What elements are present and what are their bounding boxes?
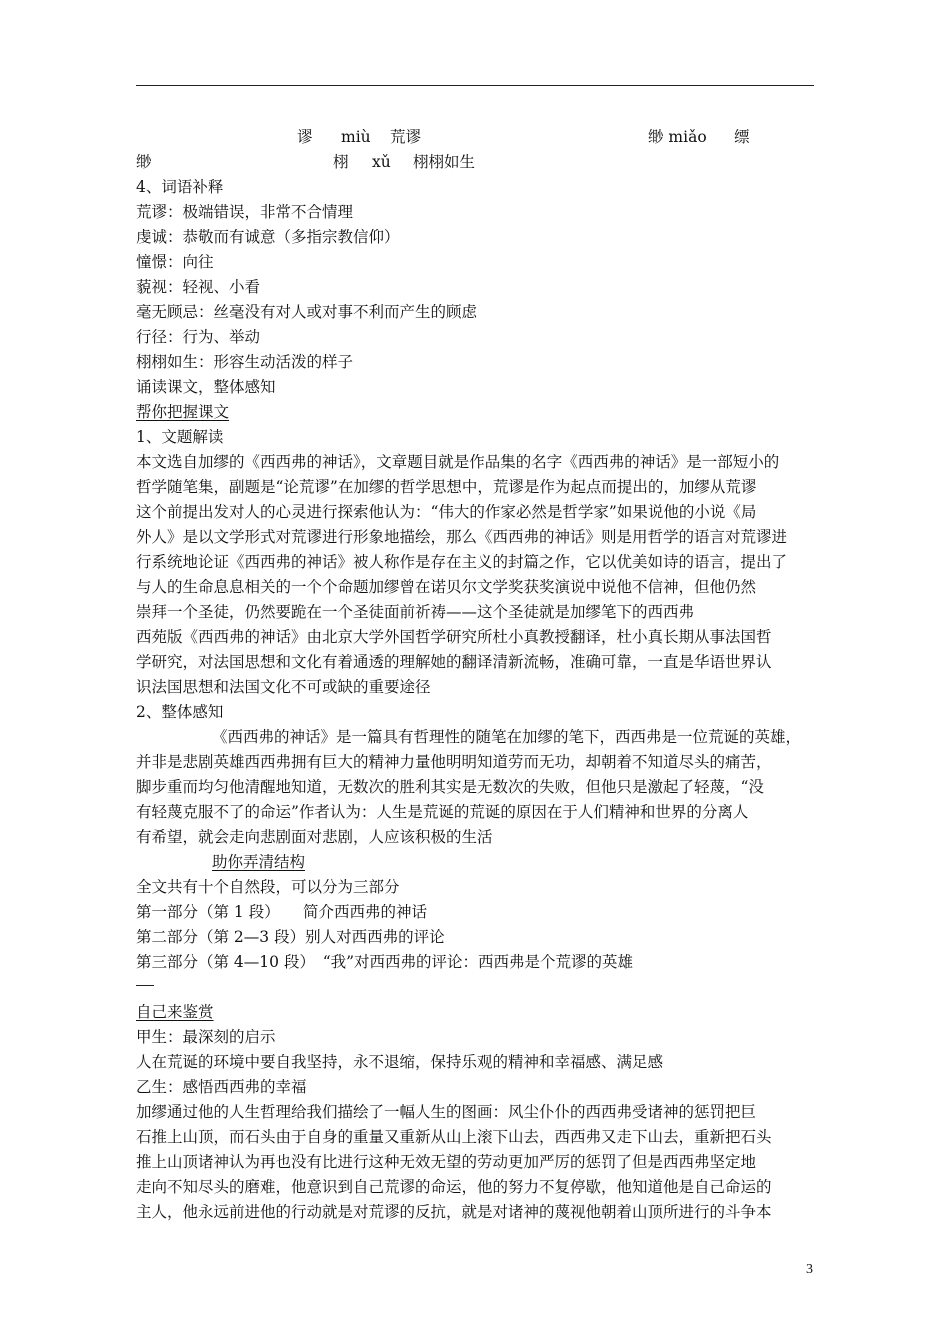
paragraph-line: 《西西弗的神话》是一篇具有哲理性的随笔在加缪的笔下，西西弗是一位荒诞的英雄， bbox=[212, 728, 802, 746]
section-heading: 2、整体感知 bbox=[136, 703, 224, 721]
vocab-char-miao: 缈 miǎo bbox=[648, 128, 707, 146]
paragraph-line: 并非是悲剧英雄西西弗拥有巨大的精神力量他明明知道劳而无功，却朝着不知道尽头的痛苦， bbox=[136, 753, 772, 771]
page-number: 3 bbox=[806, 1262, 813, 1277]
vocab-word-miao-cont: 缈 bbox=[136, 153, 152, 171]
vocab-word-piao: 缥 bbox=[734, 128, 750, 146]
vocab-pinyin-xu: xǔ bbox=[372, 153, 391, 171]
paragraph-line: 加缪通过他的人生哲理给我们描绘了一幅人生的图画：风尘仆仆的西西弗受诸神的惩罚把巨 bbox=[136, 1103, 757, 1121]
section-heading: 4、词语补释 bbox=[136, 178, 224, 196]
section-heading: 诵读课文，整体感知 bbox=[136, 378, 276, 396]
structure-line: 全文共有十个自然段，可以分为三部分 bbox=[136, 878, 400, 896]
definition-line: 荒谬：极端错误，非常不合情理 bbox=[136, 203, 354, 221]
paragraph-line: 人在荒诞的环境中要自我坚持，永不退缩，保持乐观的精神和幸福感、满足感 bbox=[136, 1053, 664, 1071]
vocab-char-xu: 栩 bbox=[333, 153, 349, 171]
paragraph-line: 行系统地论证《西西弗的神话》被人称作是存在主义的封篇之作，它以优美如诗的语言，提出了 bbox=[136, 553, 788, 571]
paragraph-line: 乙生：感悟西西弗的幸福 bbox=[136, 1078, 307, 1096]
paragraph-line: 有轻蔑克服不了的命运”作者认为：人生是荒诞的荒诞的原因在于人们精神和世界的分离人 bbox=[136, 803, 749, 821]
paragraph-line: 与人的生命息息相关的一个个命题加缪曾在诺贝尔文学奖获奖演说中说他不信神，但他仍然 bbox=[136, 578, 757, 596]
short-dash bbox=[136, 985, 154, 986]
underlined-heading: 帮你把握课文 bbox=[136, 403, 230, 421]
section-heading: 1、文题解读 bbox=[136, 428, 224, 446]
paragraph-line: 学研究，对法国思想和文化有着通透的理解她的翻译清新流畅，准确可靠，一直是华语世界认 bbox=[136, 653, 772, 671]
paragraph-line: 甲生：最深刻的启示 bbox=[136, 1028, 276, 1046]
definition-line: 虔诚：恭敬而有诚意（多指宗教信仰） bbox=[136, 228, 400, 246]
definition-line: 栩栩如生：形容生动活泼的样子 bbox=[136, 353, 354, 371]
paragraph-line: 哲学随笔集，副题是“论荒谬”在加缪的哲学思想中，荒谬是作为起点而提出的，加缪从荒谬 bbox=[136, 478, 757, 496]
structure-line: 第三部分（第 4—10 段） “我”对西西弗的评论：西西弗是个荒谬的英雄 bbox=[136, 953, 634, 971]
header-rule bbox=[136, 85, 814, 86]
paragraph-line: 外人》是以文学形式对荒谬进行形象地描绘，那么《西西弗的神话》则是用哲学的语言对荒谬进 bbox=[136, 528, 788, 546]
paragraph-line: 识法国思想和法国文化不可或缺的重要途径 bbox=[136, 678, 431, 696]
vocab-word-xuxurusheng: 栩栩如生 bbox=[413, 153, 476, 171]
paragraph-line: 这个前提出发对人的心灵进行探索他认为：“伟大的作家必然是哲学家”如果说他的小说《局 bbox=[136, 503, 757, 521]
definition-line: 毫无顾忌：丝毫没有对人或对事不利而产生的顾虑 bbox=[136, 303, 478, 321]
definition-line: 行径：行为、举动 bbox=[136, 328, 261, 346]
paragraph-line: 走向不知尽头的磨难，他意识到自己荒谬的命运，他的努力不复停歇，他知道他是自己命运的 bbox=[136, 1178, 772, 1196]
vocab-char-miu: 谬 bbox=[297, 128, 313, 146]
vocab-word-huangmiu: 荒谬 bbox=[390, 128, 422, 146]
paragraph-line: 脚步重而均匀他清醒地知道，无数次的胜利其实是无数次的失败，但他只是激起了轻蔑，“没 bbox=[136, 778, 764, 796]
paragraph-line: 崇拜一个圣徒，仍然要跪在一个圣徒面前祈祷——这个圣徒就是加缪笔下的西西弗 bbox=[136, 603, 695, 621]
definition-line: 憧憬：向往 bbox=[136, 253, 214, 271]
vocab-pinyin-miu: miù bbox=[341, 128, 371, 146]
definition-line: 藐视：轻视、小看 bbox=[136, 278, 261, 296]
underlined-heading: 自己来鉴赏 bbox=[136, 1003, 214, 1021]
paragraph-line: 本文选自加缪的《西西弗的神话》，文章题目就是作品集的名字《西西弗的神话》是一部短小的 bbox=[136, 453, 780, 471]
paragraph-line: 有希望，就会走向悲剧面对悲剧，人应该积极的生活 bbox=[136, 828, 493, 846]
paragraph-line: 石推上山顶，而石头由于自身的重量又重新从山上滚下山去，西西弗又走下山去，重新把石头 bbox=[136, 1128, 772, 1146]
paragraph-line: 主人，他永远前进他的行动就是对荒谬的反抗，就是对诸神的蔑视他朝着山顶所进行的斗争本 bbox=[136, 1203, 772, 1221]
paragraph-line: 西苑版《西西弗的神话》由北京大学外国哲学研究所杜小真教授翻译，杜小真长期从事法国哲 bbox=[136, 628, 772, 646]
underlined-heading: 助你弄清结构 bbox=[212, 853, 306, 871]
paragraph-line: 推上山顶诸神认为再也没有比进行这种无效无望的劳动更加严厉的惩罚了但是西西弗坚定地 bbox=[136, 1153, 757, 1171]
structure-line: 第二部分（第 2—3 段）别人对西西弗的评论 bbox=[136, 928, 445, 946]
structure-line: 第一部分（第 1 段） 简介西西弗的神话 bbox=[136, 903, 427, 921]
